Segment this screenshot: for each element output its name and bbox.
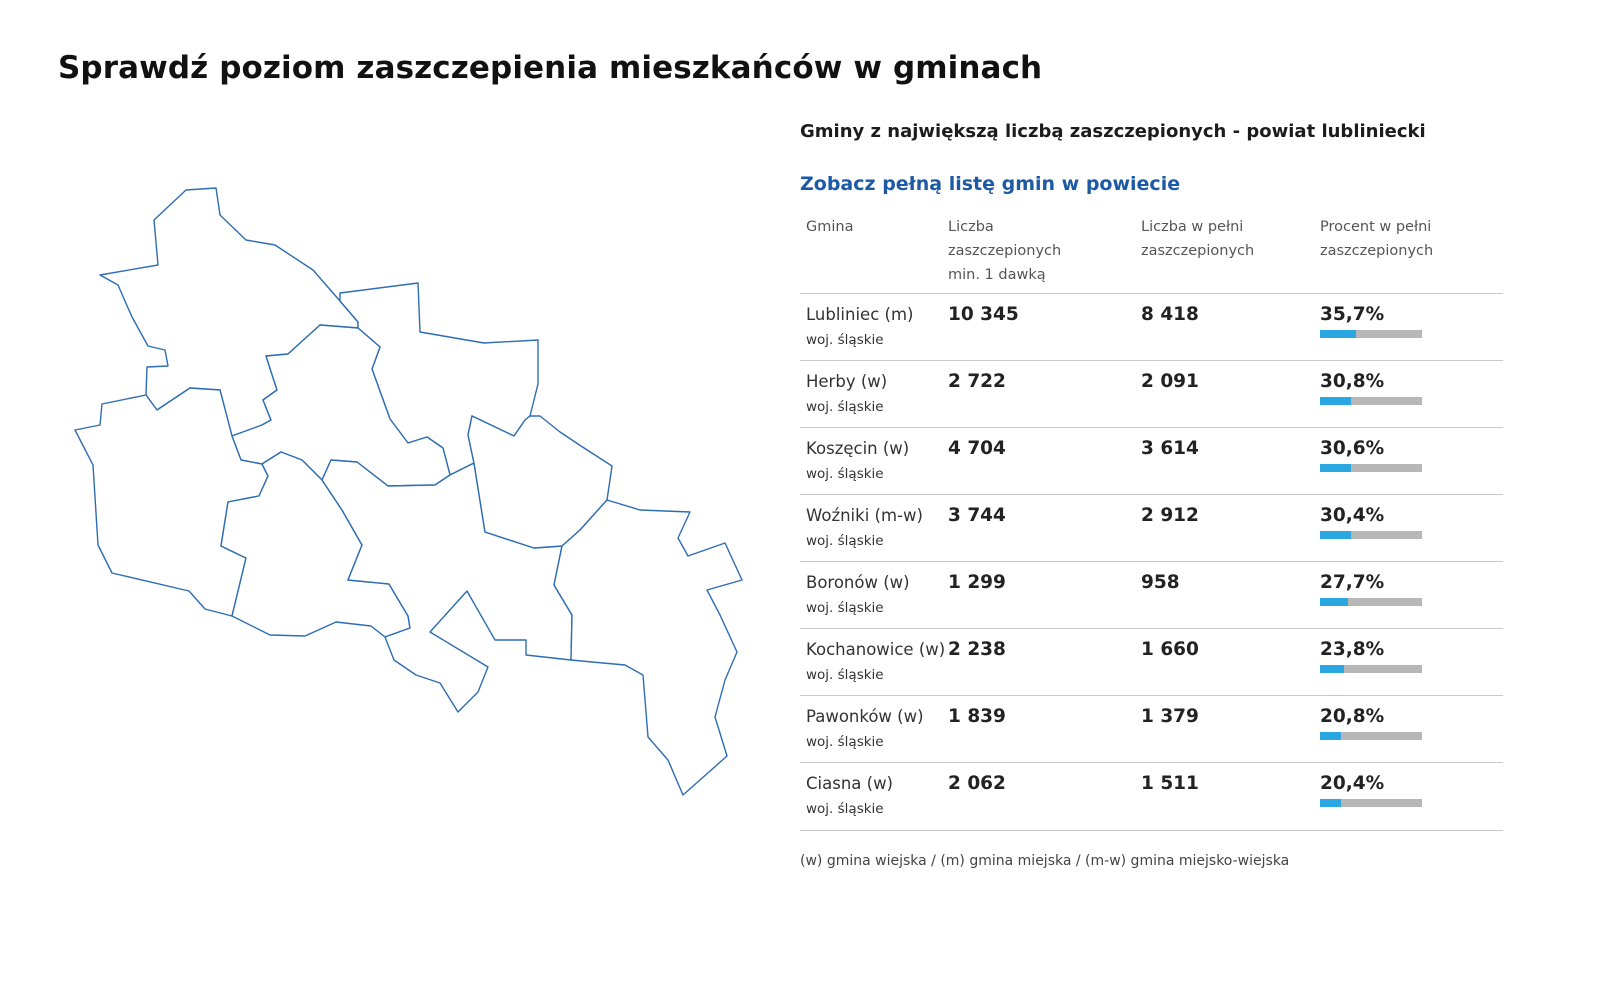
percent-bar-fill — [1320, 732, 1341, 740]
percent-bar — [1320, 531, 1422, 539]
voivodeship-label: woj. śląskie — [806, 533, 884, 549]
percent-bar — [1320, 665, 1422, 673]
gmina-cell — [800, 639, 948, 695]
percent-cell — [1320, 572, 1503, 628]
full-value: 8 418 — [1141, 304, 1199, 325]
percent-cell — [1320, 773, 1503, 830]
dose1-value: 1 839 — [948, 706, 1006, 727]
full-value: 1 511 — [1141, 773, 1199, 794]
gmina-name: Pawonków (w) — [806, 707, 924, 726]
percent-bar — [1320, 799, 1422, 807]
table-row[interactable] — [800, 696, 1503, 763]
table-row[interactable] — [800, 294, 1503, 361]
percent-value: 30,6% — [1320, 438, 1385, 459]
header-dose1: Liczba zaszczepionych min. 1 dawką — [948, 219, 1062, 283]
percent-bar-fill — [1320, 598, 1348, 606]
full-value: 1 660 — [1141, 639, 1199, 660]
percent-bar-fill — [1320, 330, 1356, 338]
percent-value: 27,7% — [1320, 572, 1385, 593]
gmina-name: Woźniki (m-w) — [806, 506, 923, 525]
percent-bar — [1320, 598, 1422, 606]
percent-bar-fill — [1320, 799, 1341, 807]
table-row[interactable] — [800, 562, 1503, 629]
percent-value: 30,4% — [1320, 505, 1385, 526]
header-full: Liczba w pełni zaszczepionych — [1141, 219, 1255, 259]
percent-cell — [1320, 639, 1503, 695]
vaccination-panel — [800, 116, 1503, 869]
gmina-name: Koszęcin (w) — [806, 439, 910, 458]
gminy-map-svg — [60, 170, 760, 810]
voivodeship-label: woj. śląskie — [806, 466, 884, 482]
percent-cell — [1320, 706, 1503, 762]
gmina-cell — [800, 371, 948, 427]
percent-bar-fill — [1320, 464, 1351, 472]
percent-value: 30,8% — [1320, 371, 1385, 392]
gmina-cell — [800, 438, 948, 494]
percent-value: 35,7% — [1320, 304, 1385, 325]
dose1-value: 1 299 — [948, 572, 1006, 593]
dose1-value: 2 062 — [948, 773, 1006, 794]
gmina-name: Boronów (w) — [806, 573, 910, 592]
percent-bar — [1320, 330, 1422, 338]
header-percent: Procent w pełni zaszczepionych — [1320, 219, 1434, 259]
gmina-name: Kochanowice (w) — [806, 640, 946, 659]
voivodeship-label: woj. śląskie — [806, 734, 884, 750]
page-title: Sprawdź poziom zaszczepienia mieszkańców w gminach — [58, 50, 1043, 86]
percent-value: 20,8% — [1320, 706, 1385, 727]
percent-value: 20,4% — [1320, 773, 1385, 794]
panel-title: Gminy z największą liczbą zaszczepionych - powiat lubliniecki — [800, 121, 1426, 142]
dose1-value: 3 744 — [948, 505, 1006, 526]
table-row[interactable] — [800, 428, 1503, 495]
percent-bar-fill — [1320, 665, 1344, 673]
percent-value: 23,8% — [1320, 639, 1385, 660]
gmina-name: Herby (w) — [806, 372, 888, 391]
dose1-value: 2 238 — [948, 639, 1006, 660]
gminy-map — [60, 170, 760, 810]
dose1-value: 4 704 — [948, 438, 1006, 459]
table-header — [800, 215, 1503, 294]
table-row[interactable] — [800, 629, 1503, 696]
full-value: 2 091 — [1141, 371, 1199, 392]
full-value: 2 912 — [1141, 505, 1199, 526]
header-gmina: Gmina — [806, 219, 854, 235]
percent-cell — [1320, 304, 1503, 360]
full-value: 3 614 — [1141, 438, 1199, 459]
full-list-link[interactable]: Zobacz pełną listę gmin w powiecie — [800, 173, 1181, 195]
voivodeship-label: woj. śląskie — [806, 801, 884, 817]
percent-bar-fill — [1320, 531, 1351, 539]
gmina-name: Lubliniec (m) — [806, 305, 914, 324]
voivodeship-label: woj. śląskie — [806, 667, 884, 683]
voivodeship-label: woj. śląskie — [806, 332, 884, 348]
gmina-name: Ciasna (w) — [806, 774, 893, 793]
table-body — [800, 294, 1503, 831]
gminy-table — [800, 215, 1503, 831]
table-row[interactable] — [800, 763, 1503, 831]
percent-cell — [1320, 505, 1503, 561]
table-row[interactable] — [800, 361, 1503, 428]
dose1-value: 10 345 — [948, 304, 1019, 325]
voivodeship-label: woj. śląskie — [806, 600, 884, 616]
voivodeship-label: woj. śląskie — [806, 399, 884, 415]
gmina-cell — [800, 505, 948, 561]
percent-cell — [1320, 371, 1503, 427]
map-region[interactable] — [554, 500, 742, 795]
percent-bar — [1320, 397, 1422, 405]
percent-cell — [1320, 438, 1503, 494]
dose1-value: 2 722 — [948, 371, 1006, 392]
full-value: 1 379 — [1141, 706, 1199, 727]
gmina-cell — [800, 304, 948, 360]
full-value: 958 — [1141, 572, 1180, 593]
legend-footnote: (w) gmina wiejska / (m) gmina miejska / (m-w) gmina miejsko-wiejska — [800, 853, 1290, 869]
gmina-cell — [800, 572, 948, 628]
percent-bar — [1320, 732, 1422, 740]
gmina-cell — [800, 706, 948, 762]
gmina-cell — [800, 773, 948, 830]
percent-bar-fill — [1320, 397, 1351, 405]
table-row[interactable] — [800, 495, 1503, 562]
percent-bar — [1320, 464, 1422, 472]
